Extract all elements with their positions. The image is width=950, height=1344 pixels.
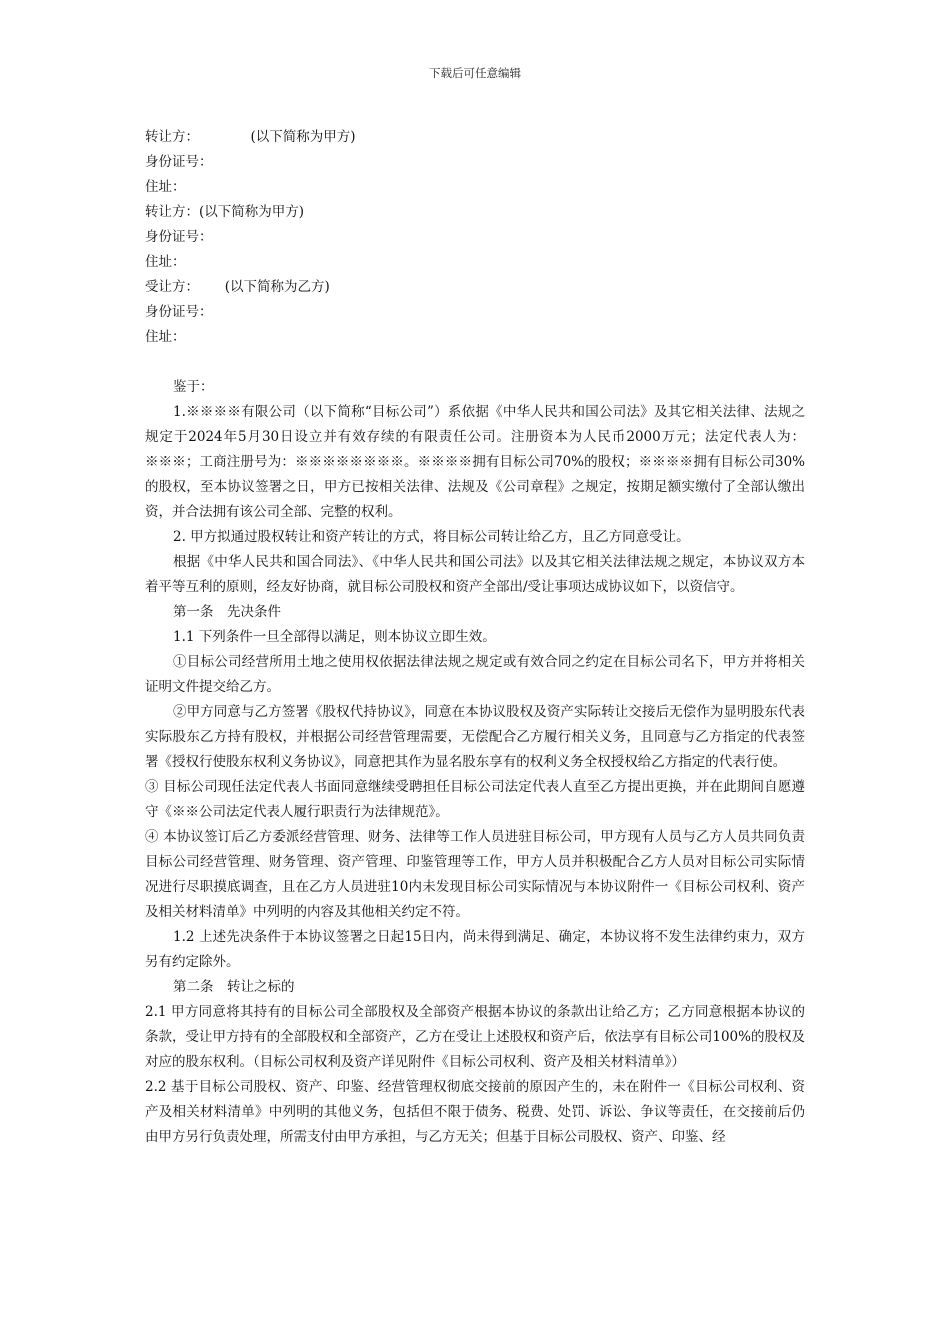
transferor-1-id-line: 身份证号： bbox=[145, 154, 213, 170]
condition-4-paragraph: ④ 本协议签订后乙方委派经营管理、财务、法律等工作人员进驻目标公司，甲方现有人员与乙方人员共同负责目标公司经营管理、财务管理、资产管理、印鉴管理等工作，甲方人员并积极配合乙方人员对目标公司实际情况进行尽职摸底调查，且在乙方人员进驻10内未发现目标公司实际情况与本协议附件一《目标公司权利、资产及相关材料清单》中列明的内容及其他相关约定不符。 bbox=[145, 829, 805, 920]
condition-3-paragraph: ③ 目标公司现任法定代表人书面同意继续受聘担任目标公司法定代表人直至乙方提出更换，并在此期间自愿遵守《※※公司法定代表人履行职责行为法律规范》。 bbox=[145, 779, 805, 820]
condition-2-paragraph: ②甲方同意与乙方签署《股权代持协议》，同意在本协议股权及资产实际转让交接后无偿作为显明股东代表实际股东乙方持有股权，并根据公司经营管理需要，无偿配合乙方履行相关义务，且同意与乙方指定的代表签署《授权行使股东权利义务协议》，同意把其作为显名股东享有的权利义务全权授权给乙方指定的代表行使。 bbox=[145, 704, 805, 770]
legal-basis-paragraph: 根据《中华人民共和国合同法》、《中华人民共和国公司法》以及其它相关法律法规之规定，本协议双方本着平等互利的原则，经友好协商，就目标公司股权和资产全部出/受让事项达成协议如下，以资信守。 bbox=[145, 554, 805, 595]
clause-2-2-paragraph: 2.2 基于目标公司股权、资产、印鉴、经营管理权彻底交接前的原因产生的，未在附件一《目标公司权利、资产及相关材料清单》中列明的其他义务，包括但不限于债务、税费、处罚、诉讼、争议等责任，在交接前后仍由甲方另行负责处理，所需支付由甲方承担，与乙方无关；但基于目标公司股权、资产、印鉴、经 bbox=[145, 1079, 805, 1145]
recital-1-paragraph: 1.※※※※有限公司（以下简称“目标公司”）系依据《中华人民共和国公司法》及其它相关法律、法规之规定于2024年5月30日设立并有效存续的有限责任公司。注册资本为人民币2000万元；法定代表人为：※※※；工商注册号为：※※※※※※※※。※※※※拥有目标公司70%的股权；※※※※拥有目标公司30%的股权，至本协议签署之日，甲方已按相关法律、法规及《公司章程》之规定，按期足额实缴付了全部认缴出资，并合法拥有该公司全部、完整的权利。 bbox=[145, 404, 805, 520]
page-header: 下载后可任意编辑 bbox=[429, 66, 521, 80]
agreement-text bbox=[145, 375, 805, 1150]
transferor-1-line: 转让方： (以下简称为甲方) bbox=[145, 129, 356, 145]
document-body bbox=[145, 125, 805, 1150]
article-2-heading: 第二条 转让之标的 bbox=[173, 979, 295, 995]
recital-2-paragraph: 2. 甲方拟通过股权转让和资产转让的方式，将目标公司转让给乙方，且乙方同意受让。 bbox=[173, 529, 690, 545]
clause-2-1-paragraph: 2.1 甲方同意将其持有的目标公司全部股权及全部资产根据本协议的条款出让给乙方；乙方同意根据本协议的条款，受让甲方持有的全部股权和全部资产，乙方在受让上述股权和资产后，依法享有目标公司100%的股权及对应的股东权利。（目标公司权利及资产详见附件《目标公司权利、资产及相关材料清单》） bbox=[145, 1004, 805, 1070]
article-1-heading: 第一条 先决条件 bbox=[173, 604, 281, 620]
condition-1-paragraph: ①目标公司经营所用土地之使用权依据法律法规之规定或有效合同之约定在目标公司名下，甲方并将相关证明文件提交给乙方。 bbox=[145, 654, 805, 695]
clause-1-1-paragraph: 1.1 下列条件一旦全部得以满足，则本协议立即生效。 bbox=[173, 629, 496, 645]
transferor-1-address-line: 住址： bbox=[145, 179, 186, 195]
clause-1-2-paragraph: 1.2 上述先决条件于本协议签署之日起15日内，尚未得到满足、确定，本协议将不发生法律约束力，双方另有约定除外。 bbox=[145, 929, 805, 970]
recitals-heading: 鉴于： bbox=[173, 379, 214, 395]
transferor-2-address-line: 住址： bbox=[145, 254, 186, 270]
transferee-address-line: 住址： bbox=[145, 329, 186, 345]
transferor-2-line: 转让方：(以下简称为甲方) bbox=[145, 204, 305, 220]
spacer bbox=[145, 350, 805, 375]
parties-block bbox=[145, 125, 805, 350]
transferee-line: 受让方： (以下简称为乙方) bbox=[145, 279, 330, 295]
transferor-2-id-line: 身份证号： bbox=[145, 229, 213, 245]
transferee-id-line: 身份证号： bbox=[145, 304, 213, 320]
